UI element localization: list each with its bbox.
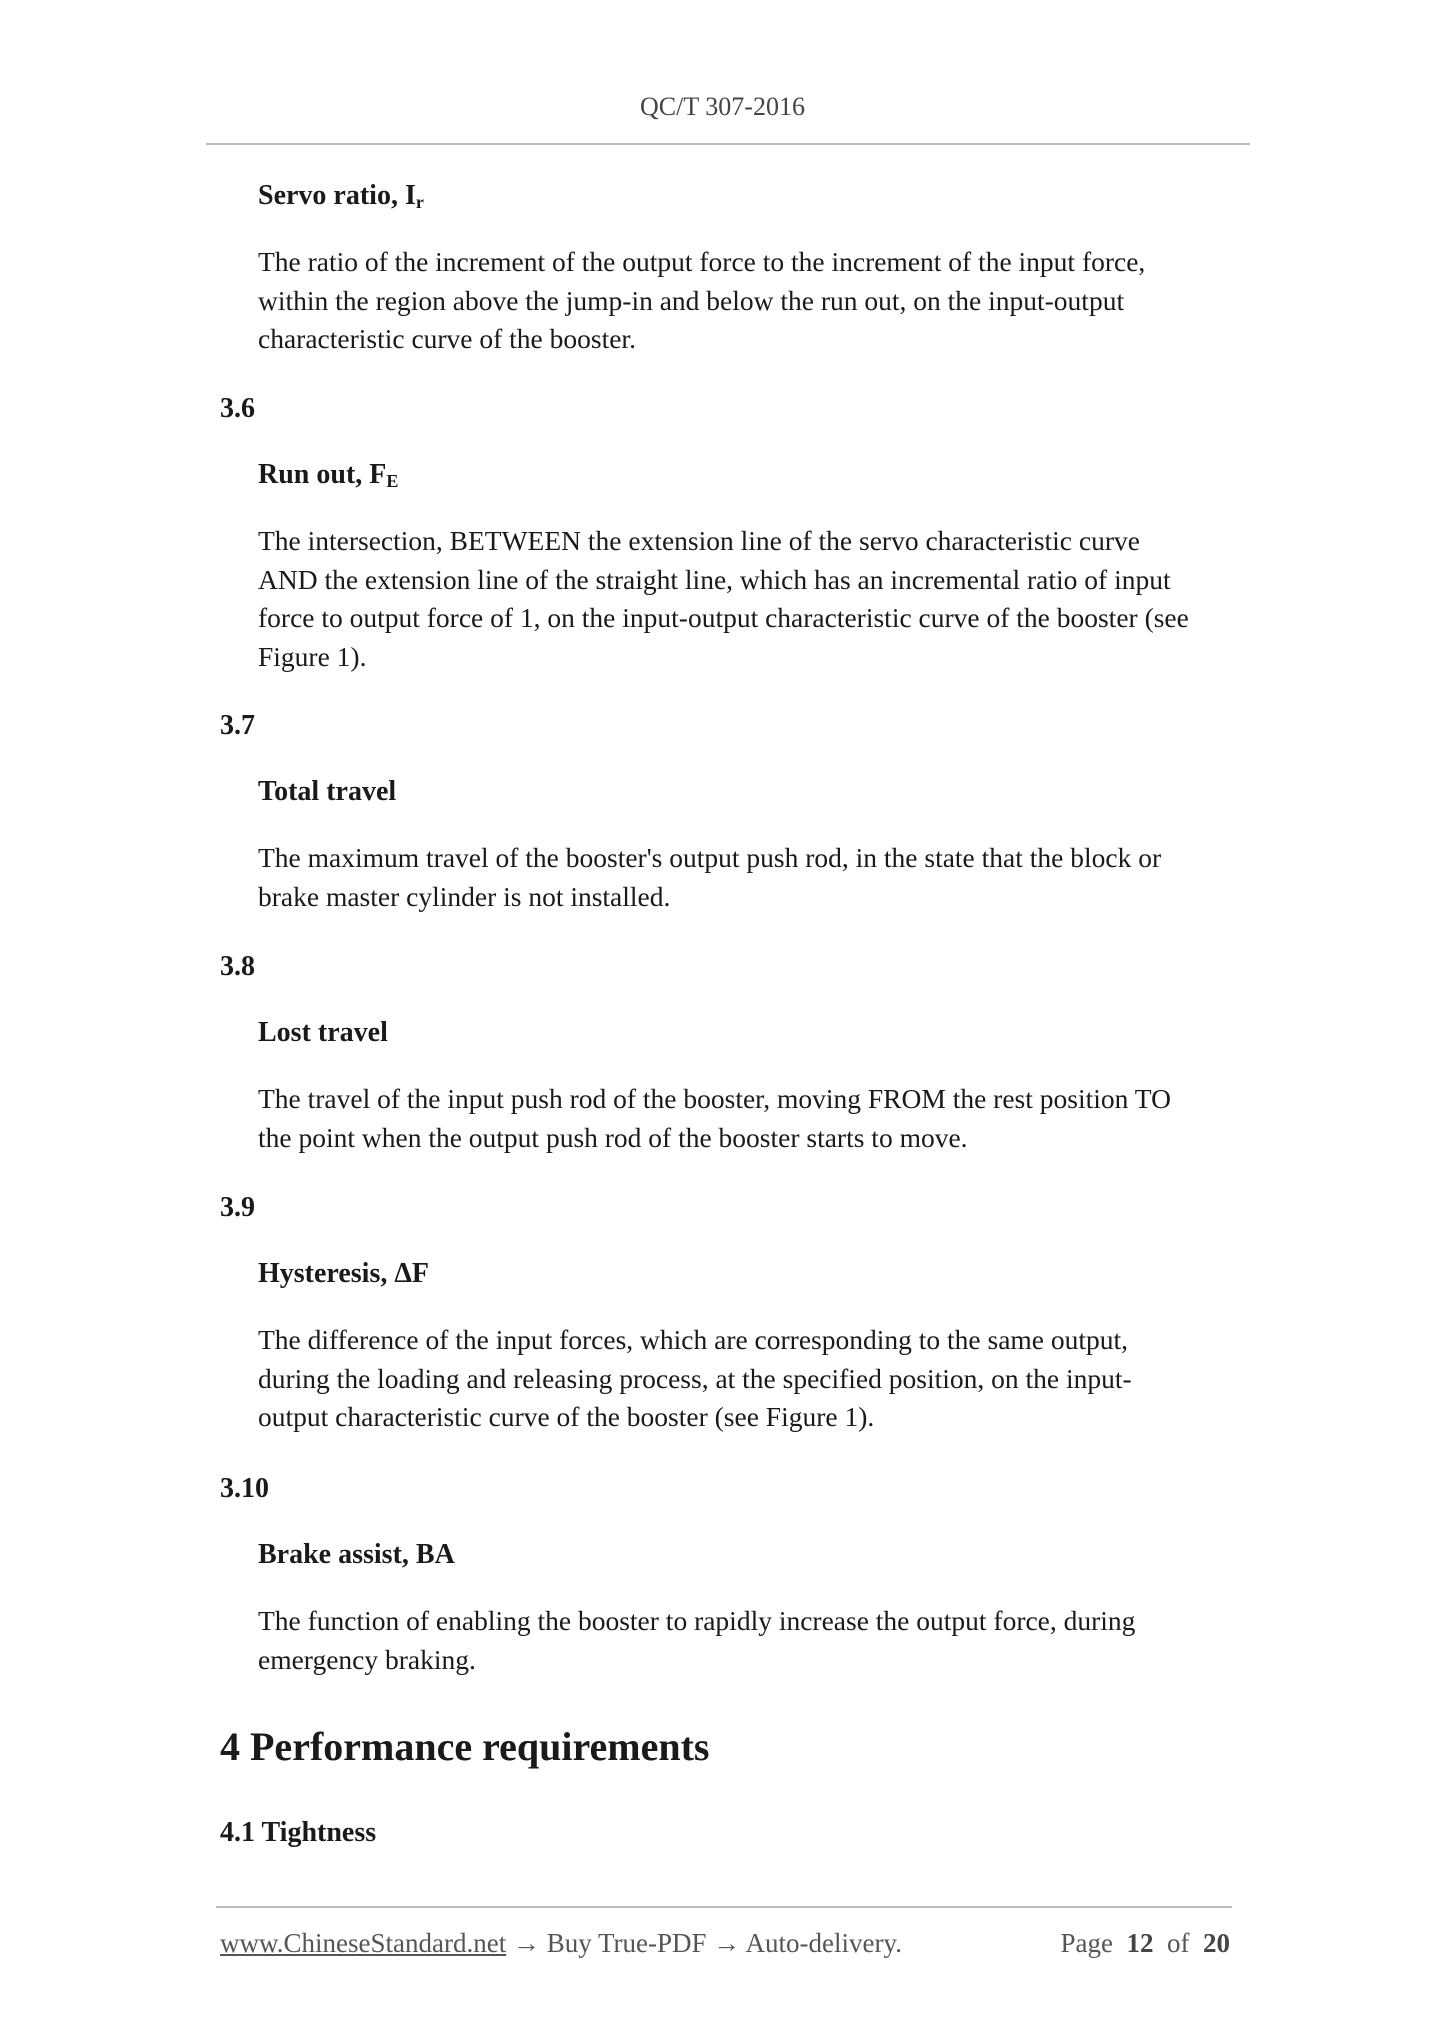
- section-heading: 4 Performance requirements: [220, 1724, 710, 1769]
- subsection-heading: 4.1 Tightness: [220, 1817, 377, 1848]
- page-header: QC/T 307-2016: [640, 92, 805, 121]
- para-line: emergency braking.: [258, 1643, 476, 1675]
- term-text: Servo ratio, I: [258, 180, 416, 211]
- page-number: 12: [1126, 1928, 1154, 1958]
- para-line: characteristic curve of the booster.: [258, 323, 636, 354]
- footer-divider: [216, 1906, 1232, 1908]
- para-line: The intersection, BETWEEN the extension line of the servo characteristic curve: [258, 525, 1140, 556]
- arrow-right-icon: →: [512, 1928, 540, 1958]
- definition-hysteresis: [258, 1321, 1272, 1437]
- header-divider: [206, 143, 1250, 145]
- definition-brake-assist: [258, 1602, 1272, 1679]
- page-label: Page: [1060, 1928, 1113, 1958]
- definition-lost-travel: [258, 1080, 1272, 1157]
- term-total-travel: Total travel: [258, 776, 397, 807]
- definition-servo-ratio: [258, 243, 1272, 359]
- term-hysteresis: Hysteresis, ΔF: [258, 1258, 430, 1289]
- term-brake-assist: Brake assist, BA: [258, 1539, 455, 1570]
- term-run-out: [258, 461, 398, 490]
- term-subscript: r: [415, 192, 424, 212]
- definition-run-out: [258, 522, 1272, 676]
- para-line: The difference of the input forces, which are corresponding to the same output,: [258, 1324, 1129, 1355]
- clause-number: 3.9: [220, 1192, 255, 1223]
- page-footer: [220, 1928, 1230, 1959]
- para-line: during the loading and releasing process, at the specified position, on the input-: [258, 1362, 1132, 1394]
- para-line: within the region above the jump-in and below the run out, on the input-output: [258, 284, 1125, 316]
- term-servo-ratio: [258, 182, 424, 211]
- para-line: output characteristic curve of the booster (see Figure 1).: [258, 1401, 875, 1432]
- clause-number: 3.7: [220, 710, 255, 741]
- term-lost-travel: Lost travel: [258, 1017, 388, 1048]
- para-line: force to output force of 1, on the input-output characteristic curve of the booster (see: [258, 602, 1189, 633]
- para-line: AND the extension line of the straight line, which has an incremental ratio of input: [258, 563, 1171, 595]
- para-line: the point when the output push rod of the booster starts to move.: [258, 1121, 968, 1153]
- para-line: The travel of the input push rod of the booster, moving FROM the rest position TO: [258, 1083, 1171, 1114]
- clause-number: 3.6: [220, 393, 255, 424]
- para-line: The ratio of the increment of the output force to the increment of the input force,: [258, 246, 1146, 277]
- page-indicator: [1061, 1928, 1230, 1959]
- clause-number: 3.10: [220, 1473, 269, 1504]
- term-text: Run out, F: [258, 459, 387, 490]
- buy-text: Buy True-PDF: [546, 1928, 707, 1958]
- definition-total-travel: [258, 839, 1272, 916]
- para-line: Figure 1).: [258, 640, 367, 672]
- para-line: The maximum travel of the booster's output push rod, in the state that the block or: [258, 842, 1162, 873]
- auto-delivery-text: Auto-delivery.: [745, 1928, 902, 1958]
- para-line: brake master cylinder is not installed.: [258, 880, 671, 912]
- clause-number: 3.8: [220, 951, 255, 982]
- arrow-right-icon: →: [713, 1928, 741, 1958]
- page-total: 20: [1203, 1928, 1230, 1958]
- of-label: of: [1167, 1928, 1190, 1958]
- para-line: The function of enabling the booster to rapidly increase the output force, during: [258, 1605, 1136, 1636]
- term-subscript: E: [386, 471, 399, 491]
- site-link[interactable]: www.ChineseStandard.net: [220, 1928, 507, 1958]
